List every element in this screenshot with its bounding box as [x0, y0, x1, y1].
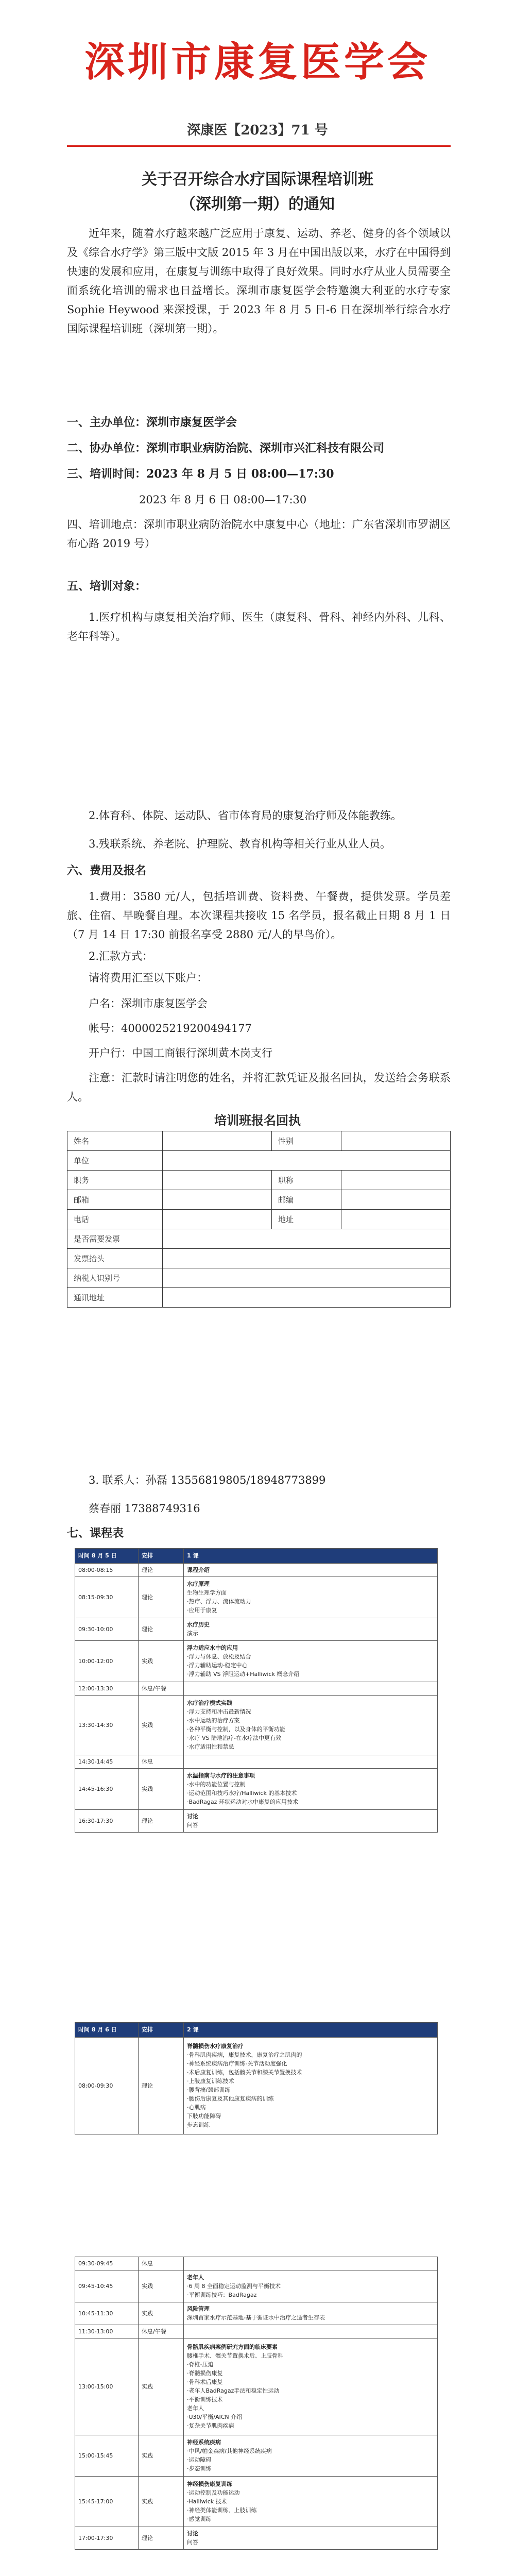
schedule-content: [184, 1755, 438, 1769]
schedule-type: 休息: [139, 2257, 184, 2270]
schedule-time: 14:45-16:30: [75, 1769, 139, 1810]
form-field[interactable]: [163, 1151, 451, 1171]
schedule-item: ·神经系统疾病治疗训练-关节活动度强化: [187, 2060, 287, 2067]
schedule-item: ·应用于康复: [187, 1607, 217, 1614]
schedule-type: 实践: [139, 2302, 184, 2325]
schedule-item: 老年人: [187, 2274, 204, 2281]
schedule-row: [75, 1577, 438, 1618]
form-row: [67, 1268, 451, 1288]
schedule-header-cell: 2 课: [184, 2023, 438, 2038]
schedule-item: 水温指南与水疗的注意事项: [187, 1772, 255, 1779]
schedule-header-cell: 1 课: [184, 1549, 438, 1564]
schedule-row: [75, 2435, 438, 2477]
fees-item-2: 2.汇款方式：: [89, 950, 153, 962]
schedule-row: [75, 1618, 438, 1641]
schedule-item: ·运动障碍: [187, 2456, 212, 2463]
schedule-type: 休息/午餐: [139, 1682, 184, 1696]
schedule-item: ·运动控制及功能运动: [187, 2489, 240, 2496]
account-number: 帐号：4000025219200494177: [89, 1022, 252, 1035]
schedule-content: [184, 1696, 438, 1755]
section-schedule: 七、课程表: [67, 1527, 124, 1540]
schedule-item: ·6 周 8 全面稳定运动监测与平衡技术: [187, 2282, 281, 2290]
schedule-item: ·U30/平衡/AICN 介绍: [187, 2414, 243, 2420]
schedule-content: [184, 1682, 438, 1696]
fees-instruction: 请将费用汇至以下账户：: [89, 972, 208, 984]
form-label: 姓名: [67, 1131, 163, 1151]
schedule-row: [75, 2477, 438, 2527]
form-label: 职务: [67, 1171, 163, 1190]
schedule-row: [75, 2257, 438, 2270]
schedule-row: [75, 2527, 438, 2550]
schedule-time: 08:15-09:30: [75, 1577, 139, 1618]
schedule-row: [75, 1810, 438, 1833]
schedule-time: 10:45-11:30: [75, 2302, 139, 2325]
fees-note: 注意：汇款时请注明您的姓名，并将汇款凭证及报名回执，发送给会务联系人。: [67, 1072, 451, 1103]
schedule-header-row: [75, 2023, 438, 2038]
fees-item-1: 1.费用：3580 元/人，包括培训费、资料费、午餐费，提供发票。学员差旅、住宿、早晚餐自理。本次课程共接收 15 名学员，报名截止日期 8 月 1 日（7 月 14 日 17:30 前报名享受 2880 元/人的早鸟价）。: [67, 890, 451, 941]
schedule-time: 10:00-12:00: [75, 1641, 139, 1682]
schedule-row: [75, 1696, 438, 1755]
schedule-item: ·Halliwick 技术: [187, 2498, 227, 2505]
schedule-content: [184, 1577, 438, 1618]
schedule-time: 12:00-13:30: [75, 1682, 139, 1696]
form-label: 邮箱: [67, 1190, 163, 1210]
schedule-content: [184, 2527, 438, 2550]
form-label: 发票抬头: [67, 1249, 163, 1268]
section-co-organizer: 二、协办单位：深圳市职业病防治院、深圳市兴汇科技有限公司: [67, 442, 385, 455]
form-field[interactable]: [163, 1210, 272, 1229]
letterhead-org-name: 深圳市康复医学会: [84, 39, 431, 86]
schedule-header-cell: 安排: [139, 2023, 184, 2038]
schedule-type: 实践: [139, 1696, 184, 1755]
schedule-row: [75, 2302, 438, 2325]
contact-primary: 3. 联系人：孙磊 13556819805/18948773899: [89, 1474, 326, 1486]
schedule-time: 08:00-09:30: [75, 2038, 139, 2134]
schedule-row: [75, 1641, 438, 1682]
schedule-item: ·复杂关节肌肉疾病: [187, 2422, 234, 2429]
schedule-type: 理论: [139, 1810, 184, 1833]
schedule-item: ·浮力与休息、放松及结合: [187, 1653, 251, 1660]
schedule-time: 08:00-08:15: [75, 1564, 139, 1577]
schedule-item: ·脊椎-压迫: [187, 2361, 214, 2368]
schedule-item: ·神经类体能训练、上肢训练: [187, 2506, 257, 2514]
schedule-day2-rest-table: [75, 2257, 438, 2550]
schedule-row: [75, 1769, 438, 1810]
schedule-item: 神经系统疾病: [187, 2439, 221, 2446]
form-field[interactable]: [163, 1171, 272, 1190]
form-label: 电话: [67, 1210, 163, 1229]
form-field[interactable]: [163, 1249, 451, 1268]
schedule-item: ·各种平衡与控制，以及身体的平衡功能: [187, 1726, 285, 1733]
schedule-item: 腰椎手术、髋关节置换术后、上肢骨科: [187, 2352, 283, 2359]
section-time-day2: 2023 年 8 月 6 日 08:00—17:30: [139, 494, 307, 506]
schedule-item: 问答: [187, 1822, 198, 1828]
form-field[interactable]: [163, 1288, 451, 1308]
schedule-day1-table: [75, 1548, 438, 1833]
schedule-item: 神经损伤康复训练: [187, 2480, 232, 2487]
schedule-content: [184, 2477, 438, 2527]
schedule-item: ·中风/帕金森病/其他神经系统疾病: [187, 2448, 272, 2454]
schedule-type: 实践: [139, 1641, 184, 1682]
schedule-content: [184, 1564, 438, 1577]
schedule-item: ·水疗 VS 陆地治疗-在水疗法中更有效: [187, 1735, 281, 1741]
letterhead-divider: [67, 145, 451, 147]
schedule-time: 09:30-10:00: [75, 1618, 139, 1641]
schedule-row: [75, 2270, 438, 2302]
schedule-row: [75, 2338, 438, 2435]
schedule-type: 实践: [139, 2435, 184, 2477]
schedule-item: 浮力适应水中的应用: [187, 1645, 238, 1651]
schedule-time: 15:45-17:00: [75, 2477, 139, 2527]
schedule-item: ·平衡训练技术: [187, 2396, 223, 2403]
schedule-type: 理论: [139, 2038, 184, 2134]
schedule-type: 理论: [139, 1564, 184, 1577]
section-time: 三、培训时间：2023 年 8 月 5 日 08:00—17:30: [67, 467, 334, 481]
schedule-item: ·老年人BadRagaz手法和稳定性运动: [187, 2387, 280, 2394]
notice-title-line2: （深圳第一期）的通知: [180, 195, 335, 213]
schedule-time: 09:45-10:45: [75, 2270, 139, 2302]
schedule-row: [75, 2325, 438, 2338]
schedule-item: 水疗原理: [187, 1581, 210, 1587]
form-row: [67, 1131, 451, 1151]
form-field[interactable]: [341, 1171, 451, 1190]
schedule-item: 讨论: [187, 2530, 198, 2537]
audience-item-2: 2.体育科、体院、运动队、省市体育局的康复治疗师及体能教练。: [89, 809, 402, 822]
section-organizer: 一、主办单位：深圳市康复医学会: [67, 416, 237, 429]
form-row: [67, 1151, 451, 1171]
schedule-content: [184, 1769, 438, 1810]
section-fees: 六、费用及报名: [67, 864, 147, 877]
form-field[interactable]: [163, 1229, 451, 1249]
form-field[interactable]: [341, 1131, 451, 1151]
form-row: [67, 1288, 451, 1308]
audience-item-3: 3.残联系统、养老院、护理院、教育机构等相关行业从业人员。: [89, 838, 391, 850]
audience-item-1: 1.医疗机构与康复相关治疗师、医生（康复科、骨科、神经内外科、儿科、老年科等）。: [67, 611, 451, 642]
schedule-item: ·骨科肌肉疾病，康复技术，康复治疗之肌肉的: [187, 2052, 302, 2058]
schedule-time: 15:00-15:45: [75, 2435, 139, 2477]
schedule-content: [184, 2435, 438, 2477]
schedule-item: ·水疗适用性和禁忌: [187, 1743, 234, 1750]
schedule-row: [75, 2038, 438, 2134]
schedule-row: [75, 1564, 438, 1577]
schedule-day2-morning-table: [75, 2022, 438, 2134]
schedule-time: 13:30-14:30: [75, 1696, 139, 1755]
schedule-item: ·步态训练: [187, 2465, 212, 2472]
schedule-content: [184, 2338, 438, 2435]
form-label: 地址: [272, 1210, 341, 1229]
form-title: 培训班报名回执: [214, 1113, 301, 1128]
schedule-item: ·水中的功能位置与控制: [187, 1781, 246, 1788]
schedule-content: [184, 2302, 438, 2325]
form-field[interactable]: [341, 1210, 451, 1229]
schedule-item: ·心肌病: [187, 2104, 206, 2111]
form-label: 是否需要发票: [67, 1229, 163, 1249]
form-row: [67, 1190, 451, 1210]
schedule-time: 14:30-14:45: [75, 1755, 139, 1769]
registration-form-table: [67, 1131, 451, 1308]
schedule-item: 下肢功能障碍: [187, 2113, 221, 2120]
form-row: [67, 1249, 451, 1268]
schedule-item: ·骨科术后康复: [187, 2379, 223, 2385]
schedule-header-cell: 时间 8 月 5 日: [75, 1549, 139, 1564]
notice-title: [0, 167, 515, 217]
schedule-item: 水疗历史: [187, 1621, 210, 1628]
document-number: 深康医【2023】71 号: [187, 123, 328, 138]
schedule-content: [184, 2038, 438, 2134]
form-row: [67, 1229, 451, 1249]
form-label: 纳税人识别号: [67, 1268, 163, 1288]
schedule-type: 实践: [139, 2270, 184, 2302]
schedule-item: 水疗治疗模式实践: [187, 1700, 232, 1706]
schedule-row: [75, 1755, 438, 1769]
schedule-item: 生物生理学方面: [187, 1589, 227, 1596]
form-label: 单位: [67, 1151, 163, 1171]
schedule-item: ·浮力辅助运动-稳定中心: [187, 1662, 248, 1669]
schedule-type: 实践: [139, 2338, 184, 2435]
section-location: 四、培训地点：深圳市职业病防治院水中康复中心（地址：广东省深圳市罗湖区布心路 2019 号）: [67, 518, 451, 550]
schedule-time: 13:00-15:00: [75, 2338, 139, 2435]
form-label: 职称: [272, 1171, 341, 1190]
form-label: 通讯地址: [67, 1288, 163, 1308]
schedule-item: ·BadRagaz 环状运动对水中康复的应用技术: [187, 1799, 298, 1805]
schedule-item: ·水中运动的治疗方案: [187, 1717, 240, 1724]
schedule-item: ·平衡训练技巧：BadRagaz: [187, 2291, 257, 2298]
schedule-item: 风险管理: [187, 2306, 210, 2312]
schedule-content: [184, 2325, 438, 2338]
schedule-content: [184, 1618, 438, 1641]
form-field[interactable]: [341, 1190, 451, 1210]
schedule-item: ·腰伤后康复及其他康复疾病的训练: [187, 2095, 274, 2102]
schedule-time: 09:30-09:45: [75, 2257, 139, 2270]
schedule-type: 理论: [139, 1577, 184, 1618]
schedule-content: [184, 2257, 438, 2270]
form-label: 邮编: [272, 1190, 341, 1210]
schedule-time: 17:00-17:30: [75, 2527, 139, 2550]
schedule-row: [75, 1682, 438, 1696]
schedule-type: 理论: [139, 2527, 184, 2550]
schedule-type: 实践: [139, 1769, 184, 1810]
form-field[interactable]: [163, 1131, 272, 1151]
form-label: 性别: [272, 1131, 341, 1151]
schedule-type: 休息/午餐: [139, 2325, 184, 2338]
account-name: 户名：深圳市康复医学会: [89, 997, 208, 1010]
account-bank: 开户行：中国工商银行深圳黄木岗支行: [89, 1047, 272, 1059]
schedule-content: [184, 1810, 438, 1833]
schedule-item: ·腰背痛/颈部训练: [187, 2087, 231, 2093]
form-row: [67, 1171, 451, 1190]
form-row: [67, 1210, 451, 1229]
schedule-header-cell: 时间 8 月 6 日: [75, 2023, 139, 2038]
schedule-item: ·运动范围和技巧水疗/Halliwick 的基本技术: [187, 1790, 297, 1797]
schedule-item: ·浮力辅助 VS 浮阻运动+Halliwick 概念介绍: [187, 1671, 300, 1677]
schedule-time: 11:30-13:00: [75, 2325, 139, 2338]
form-field[interactable]: [163, 1190, 272, 1210]
intro-paragraph: 近年来，随着水疗越来越广泛应用于康复、运动、养老、健身的各个领域以及《综合水疗学》第三版中文版 2015 年 3 月在中国出版以来，水疗在中国得到快速的发展和应用，在康复与训练中取得了良好效果。同时水疗从业人员需要全面系统化培训的需求也日益增长。深圳市康复医学会特邀澳大利亚的水疗专家 Sophie Heywood 来深授课，于 2023 年 8 月 5 日-6 日在深圳举行综合水疗国际课程培训班（深圳第一期）。: [67, 227, 451, 335]
schedule-header-cell: 安排: [139, 1549, 184, 1564]
schedule-item: ·术后康复训练，包括髋关节和膝关节置换技术: [187, 2069, 302, 2076]
schedule-type: 休息: [139, 1755, 184, 1769]
schedule-item: 脊髓损伤水疗康复治疗: [187, 2043, 244, 2049]
schedule-item: 讨论: [187, 1813, 198, 1820]
schedule-time: 16:30-17:30: [75, 1810, 139, 1833]
section-audience: 五、培训对象：: [67, 580, 147, 593]
schedule-item: ·热疗、浮力、流体流动力: [187, 1598, 251, 1605]
schedule-item: 骨骼肌疾病案例研究方面的临床要素: [187, 2344, 278, 2350]
schedule-item: ·上肢康复训练技术: [187, 2078, 234, 2084]
notice-title-line1: 关于召开综合水疗国际课程培训班: [142, 171, 373, 189]
schedule-item: 老年人: [187, 2405, 204, 2412]
schedule-item: ·感觉训练: [187, 2515, 212, 2522]
schedule-content: [184, 2270, 438, 2302]
schedule-item: 深圳首家水疗示范基地-基于循证水中治疗之适者生存表: [187, 2314, 325, 2321]
form-field[interactable]: [163, 1268, 451, 1288]
schedule-type: 理论: [139, 1618, 184, 1641]
contact-secondary: 蔡春丽 17388749316: [89, 1502, 200, 1515]
schedule-item: 问答: [187, 2539, 198, 2546]
schedule-item: 步态训练: [187, 2122, 210, 2128]
schedule-item: ·浮力支持和冲击最新情况: [187, 1708, 251, 1715]
schedule-item: ·脊髓损伤康复: [187, 2370, 223, 2377]
schedule-type: 实践: [139, 2477, 184, 2527]
schedule-content: [184, 1641, 438, 1682]
schedule-item: 演示: [187, 1630, 198, 1637]
schedule-header-row: [75, 1549, 438, 1564]
schedule-item: 课程介绍: [187, 1566, 210, 1573]
